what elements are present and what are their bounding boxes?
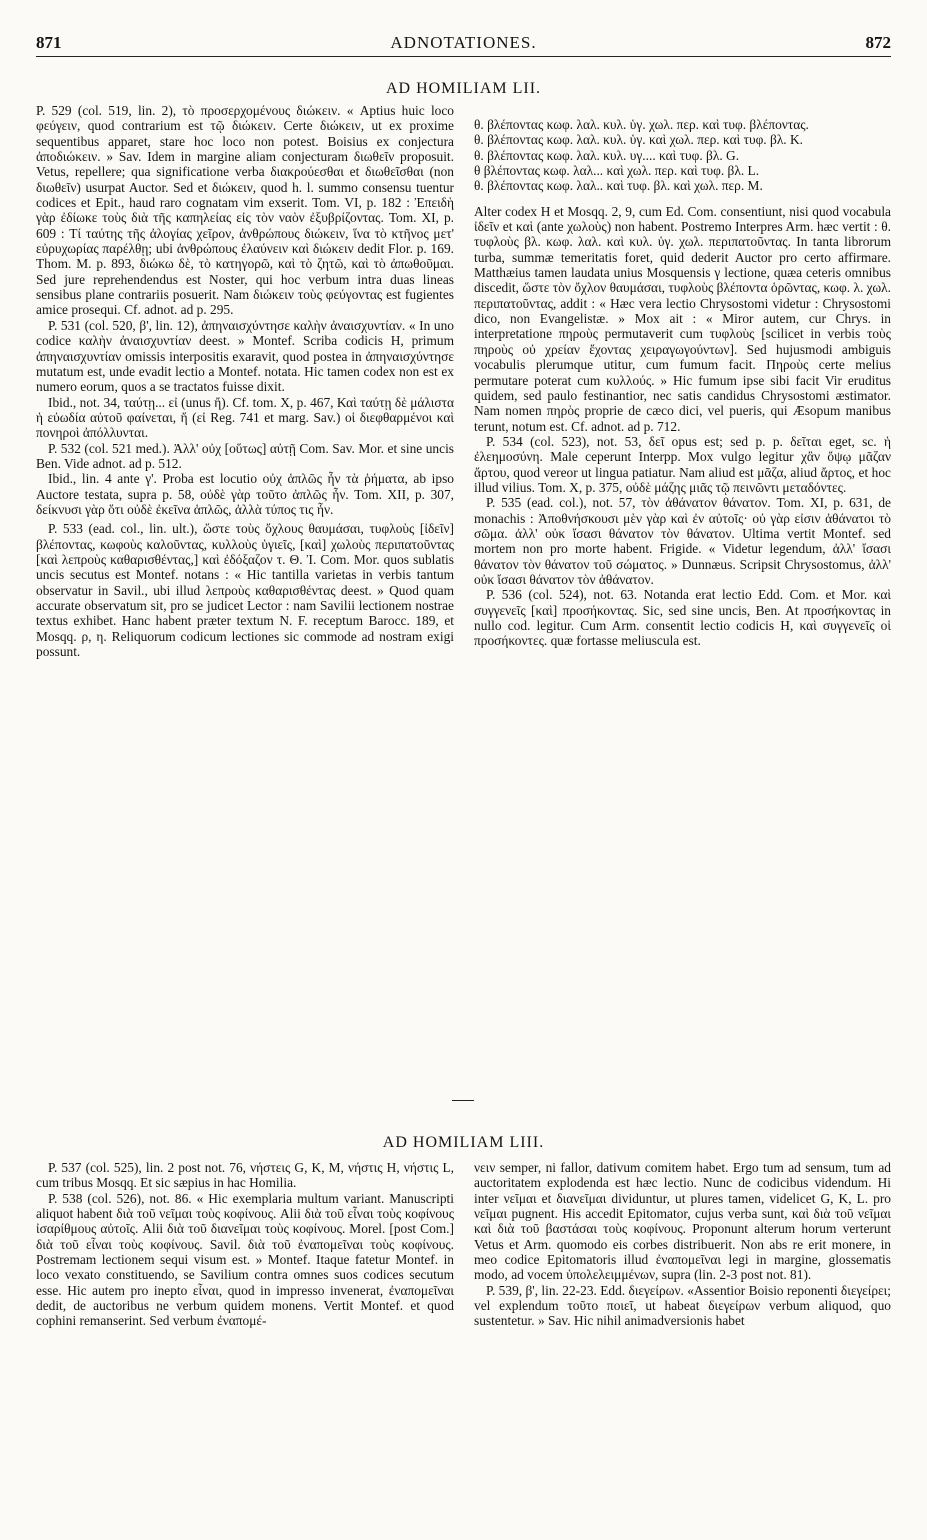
section-title-homily-53: AD HOMILIAM LIII. bbox=[382, 1134, 545, 1151]
note-paragraph: P. 538 (col. 526), not. 86. « Hic exemplaria multum variant. Manuscripti aliquot habent διὰ τοῦ νεῖμαι τοὺς κοφίνους. Alii διὰ τοῦ εἶναι τοὺς κοφίνους ἰσαρίθμους αὐτοῖς. Alii διὰ τοῦ διανεῖμαι τοὺς κοφίνους. Morel. [post Com.] διὰ τοῦ εἶναι τοὺς κοφίνους. Savil. διὰ τοῦ ἐναπομεῖναι τοὺς κοφίνους. Postremam lectionem sequi visum est. » Montef. Itaque fatetur Montef. in loco vexato constituendo, se Savilium contra omnes suos codices secutum esse. Hic autem pro inepto εἶναι, quod in impresso invenerat, ἐναπομεῖναι dedit, de auctoribus ne verbum quidem monens. Vertit Montef. et quod cophini remanserint. Sed verbum ἐναπομέ- bbox=[36, 1190, 454, 1329]
section1-right-column bbox=[474, 117, 891, 1093]
page-number-right: 872 bbox=[865, 33, 891, 52]
page-number-left: 871 bbox=[36, 33, 62, 52]
section2-right-column bbox=[474, 1160, 891, 1510]
note-paragraph: Ibid., lin. 4 ante γ'. Proba est locutio οὐχ ἁπλῶς ἦν τὰ ῥήματα, ab ipso Auctore testata, supra p. 58, οὐδὲ γὰρ τοῦτο ἁπλῶς ἦν. Tom. XII, p. 307, δείκνυσι γὰρ ὅτι οὐδὲ ἐκεῖνα ἁπλῶς, ἀλλὰ τύπος τις ἦν. bbox=[36, 471, 454, 517]
note-paragraph: P. 534 (col. 523), not. 53, δεῖ opus est; sed p. p. δεῖται eget, sc. ἡ ἐλεημοσύνη. Male ceperunt Interpp. Mox vulgo legitur χἂν ὄψῳ μᾶζαν ἄρτου, quod vereor ut lingua patiatur. Nam aliud est μᾶζα, aliud ἄρτος, et hoc illud vilius. Tom. X, p. 375, οὐδὲ μάζης μιᾶς τῷ πεινῶντι μεταδόντες. bbox=[474, 433, 891, 495]
note-paragraph: Ibid., not. 34, ταύτῃ... εἰ (unus ἤ). Cf. tom. X, p. 467, Καὶ ταύτῃ δὲ μάλιστα ἡ εὐωδία αὐτοῦ φαίνεται, ἤ (εἰ Reg. 741 et marg. Sav.) οἱ διεφθαρμένοι καὶ πονηροὶ ἀπόλλυνται. bbox=[36, 394, 454, 441]
section-divider bbox=[452, 1100, 474, 1101]
section1-left-column bbox=[36, 103, 454, 1093]
note-paragraph: P. 539, β', lin. 22-23. Edd. διεγείρων. «Assentior Boisio reponenti διεγείρει; vel explendum τοῦτο ποιεῖ, ut habeat διεγείρων verbum aliquod, quo sustentetur. » Sav. Hic nihil animadversionis habet bbox=[474, 1282, 891, 1329]
variant-reading: θ. βλέποντας κωφ. λαλ. κυλ. ὑγ. καὶ χωλ. περ. καὶ τυφ. βλ. K. bbox=[474, 132, 804, 148]
note-paragraph: P. 532 (col. 521 med.). Ἀλλ' οὐχ [οὕτως] αὐτῇ Com. Sav. Mor. et sine uncis Ben. Vide adnot. ad p. 512. bbox=[36, 440, 454, 471]
variant-reading: θ βλέποντας κωφ. λαλ... καὶ χωλ. περ. καὶ τυφ. βλ. L. bbox=[474, 163, 760, 179]
note-paragraph: P. 535 (ead. col.), not. 57, τὸν ἀθάνατον θάνατον. Tom. XI, p. 631, de monachis : Ἀποθνήσκουσι μὲν γὰρ καὶ ἐν αὐτοῖς· οὐ γὰρ εἰσιν ἀθάνατοι τὸ σῶμα. ἀλλ' οὐκ ἴσασι θάνατον τὸν θάνατον. Ultima vertit Montef. sed mortem non pro morte habent. Frigide. « Videtur legendum, ἀλλ' ἴσασι θάνατον τὸν θάνατον τοῦ σώματος. » Dunnæus. Scripsit Chrysostomus, ἀλλ' οὐκ ἴσασι θάνατον τὸν ἀθάνατον. bbox=[474, 495, 891, 587]
variant-reading: θ. βλέποντας κωφ. λαλ. κυλ. ὑγ. χωλ. περ. καὶ τυφ. βλέποντας. bbox=[474, 117, 809, 132]
note-paragraph: νειν semper, ni fallor, dativum comitem habet. Ergo tum ad sensum, tum ad auctoritatem explodenda est hæc lectio. Nunc de codicibus videndum. Hi inter νεῖμαι et διανεῖμαι dividuntur, ut plures tamen, videlicet G, K, L. pro νεῖμαι pugnent. His accedit Epitomator, cujus verba sunt, καὶ διὰ τοῦ νεῖμαι καὶ διὰ τοῦ βαστάσαι τοὺς κοφίνους. Proponunt alterum horum verterunt Vetus et Arm. quomodo eis corbes distribuerit. Non abs re erit monere, in meo codice Epitomatoris illud ἐναπομεῖναι legi in margine, glossematis modo, ad vocem ὑπολελειμμένων, supra (lin. 2-3 post not. 81). bbox=[474, 1160, 891, 1283]
note-paragraph: Alter codex H et Mosqq. 2, 9, cum Ed. Com. consentiunt, nisi quod vocabula ἰδεῖν et καὶ (ante χωλοὺς) non habent. Postremo Interpres Arm. hæc vertit : θ. τυφλοὺς βλ. κωφ. λαλ. καὶ κυλ. ὑγ. χωλ. περιπατοῦντας. In tanta librorum turba, summæ temeritatis foret, quid dederit Auctor pro certo affirmare. Matthæius tamen laudata unius Mosquensis γ lectione, quæa ceteris omnibus discedit, ὥστε τὸν ὄχλον θαυμάσαι, τυφλοὺς βλέποντα ὁρῶντας, κωφ. λ. χωλ. περιπατοῦντας, addit : « Hæc vera lectio Chrysostomi videtur : Chrysostomi dico, non Evangelistæ. » Mox ait : « Miror autem, cur Chrys. in interpretatione πηροὺς permutaverit cum τυφλοὺς [scilicet in verbis τοὺς πηροὺς οὐ χρείαν ἔχοντας χειραγωγούντων]. Sed hujusmodi ambiguis vocabulis plerumque utitur, cum fumum facit. Πηροὺς certe melius permutare poterat cum κυλλούς. » Hic fumum ipse sibi facit Vir eruditus quidem, sed paulo festinantior, nec satis candidus Chrysostomi æstimator. Nam nomen πηρὸς proprie de cæco dici, vel pueris, qui Æsopum manibus terunt, notum est. Cf. adnot. ad p. 712. bbox=[474, 203, 891, 434]
section2-left-column bbox=[36, 1160, 454, 1510]
note-paragraph: P. 531 (col. 520, β', lin. 12), ἀπηναισχύντησε καλὴν ἀναισχυντίαν. « In uno codice καλὴν ἀναισχυντίαν deest. » Montef. Scriba codicis H, primum ἀπηναισχυντίαν omissis interpositis exaravit, quod postea in ἀπηναισχύντησε mutatum est, unde evadit lectio a Montef. notata. Hic tamen codex non est ex numero eorum, quos a se tractatos fuisse dixit. bbox=[36, 317, 454, 395]
variant-readings-list bbox=[474, 117, 891, 194]
note-paragraph: P. 536 (col. 524), not. 63. Notanda erat lectio Edd. Com. et Mor. καὶ συγγενεῖς [καὶ] προσήκοντας. Sic, sed sine uncis, Ben. At προσήκοντας in nullo cod. legitur. Cum Arm. consentit lectio codicis H, καὶ συγγενεῖς οἱ προσήκοντες. quæ fortasse meliuscula est. bbox=[474, 587, 891, 649]
note-paragraph: P. 529 (col. 519, lin. 2), τὸ προσερχομένους διώκειν. « Aptius huic loco φεύγειν, quod contrarium est τῷ διώκειν. Certe διώκειν, ut ex proxime sequentibus apparet, stare hoc loco non potest. Boisius ex conjectura ἀποδιώκειν. » Sav. Idem in margine aliam conjecturam διωθεῖν proposuit. Vetus, repellere; qua significatione verba διακρούεσθαι et διωθεῖσθαι (non διωθεῖν) usurpat Auctor. Sed et διώκειν, quod h. l. summo consensu tuentur codices et Epit., haud raro cognatam vim exserit. Tom. VI, p. 182 : Ἐπειδὴ γὰρ ἐδίωκε τοὺς διὰ τῆς καπηλείας εἰς τὸν ναὸν ἐξυβρίζοντας. Tom. XI, p. 609 : Τί ταύτης τῆς ἀλογίας χεῖρον, ἀνθρώπους διώκειν, ἵνα τὸ κτῆνος μετ' εὐρυχωρίας παρέλθῃ; ubi ἀνθρώπους ἐλαύνειν καὶ διώκειν dedit Flor. p. 169. Thom. M. p. 893, διώκω δὲ, τὸ κατηγορῶ, καὶ τὸ ζητῶ, καὶ τὸ ἀπωθοῦμαι. Sed jure reprehendendus est Noster, qui hoc verbum intra duas lineas sensibus plane contrariis posuerit. Nam διώκειν τοὺς φεύγοντας est fugientes amice prosequi. Cf. adnot. ad p. 295. bbox=[36, 103, 454, 318]
note-paragraph: P. 533 (ead. col., lin. ult.), ὥστε τοὺς ὄχλους θαυμάσαι, τυφλοὺς [ἰδεῖν] βλέποντας, κωφοὺς καλοῦντας, κυλλοὺς ὑγιεῖς, [καὶ] χωλοὺς περιπατοῦντας [καὶ λεπροὺς καθαρισθέντας,] καὶ ἐδόξαζον τ. Θ. Ἰ. Com. Mor. quos sublatis uncis secutus est Montef. notans : « Hic tantilla varietas in verbis tantum observatur in Savil., ubi illud λεπροὺς καθαρισθέντας deest. » Quod quam accurate observatum sit, pro se judicet Lector : nam Savilii lectionem nostrae textus exhibet. Hanc habent præter textum N. F. receptum Barocc. 189, et Mosqq. ρ, η. Reliquorum codicum lectiones sic commode ad nostram exigi possunt. bbox=[36, 521, 454, 660]
section-title-homily-52: AD HOMILIAM LII. bbox=[385, 80, 542, 97]
running-title: ADNOTATIONES. bbox=[390, 33, 537, 52]
note-paragraph: P. 537 (col. 525), lin. 2 post not. 76, νήστεις G, K, M, νήστις H, νήστις L, cum tribus Mosqq. Et sic sæpius in hac Homilia. bbox=[36, 1160, 454, 1191]
variant-reading: θ. βλέποντας κωφ. λαλ. κυλ. υγ.... καὶ τυφ. βλ. G. bbox=[474, 147, 740, 163]
running-header bbox=[36, 30, 891, 57]
variant-reading: θ. βλέποντας κωφ. λαλ.. καὶ τυφ. βλ. καὶ χωλ. περ. M. bbox=[474, 178, 763, 194]
